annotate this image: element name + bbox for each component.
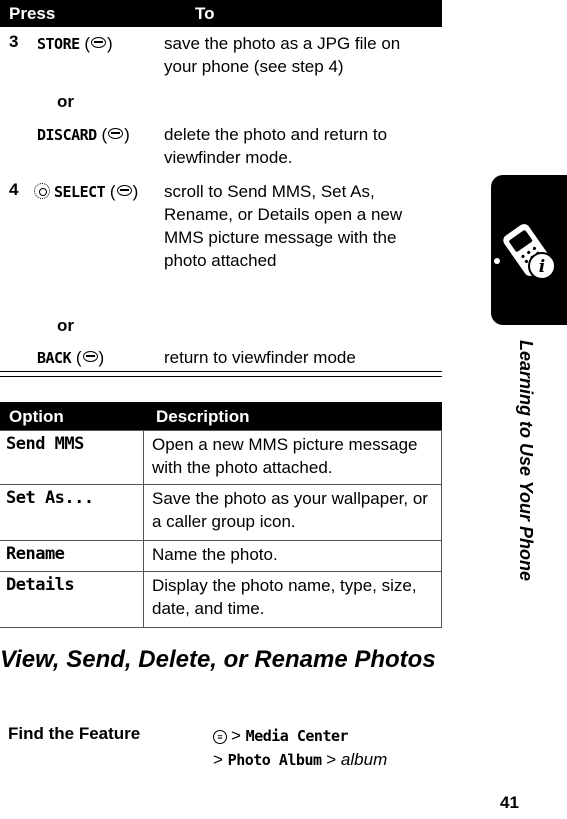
option-cell: Send MMS [0,431,144,485]
select-key: SELECT ( ) [34,180,138,204]
table-row [0,431,442,485]
menu-key-icon: ≡ [213,730,227,744]
find-feature-label: Find the Feature [8,724,141,743]
table-row [0,541,442,572]
discard-key: DISCARD ( ) [37,125,130,144]
step-number: 3 [9,32,19,51]
photo-album-item: Photo Album [227,751,322,769]
option-cell: Set As... [0,485,144,541]
description-cell: Display the photo name, type, size, date, and time. [144,572,442,628]
to-column-header: To [195,4,215,23]
album-item: album [340,750,388,769]
back-description: return to viewfinder mode [164,348,356,367]
nav-key-icon [34,183,50,199]
chapter-tab [491,175,567,325]
section-title: View, Send, Delete, or Rename Photos [0,646,436,673]
path-separator: > [326,750,337,769]
option-cell: Details [0,572,144,628]
path-separator: > [213,750,223,769]
description-cell: Open a new MMS picture message with the photo attached. [144,431,442,485]
back-key: BACK ( ) [37,348,105,367]
table-row [0,572,442,628]
press-table-header [0,0,442,27]
svg-text:i: i [538,257,546,277]
select-description: scroll to Send MMS, Set As, Rename, or Details open a new MMS picture message with the photo attached [164,182,403,270]
store-description: save the photo as a JPG file on your phone (see step 4) [164,34,401,76]
soft-key-icon [91,37,106,48]
description-column-header: Description [156,407,250,426]
media-center-item: Media Center [245,727,349,745]
discard-description: delete the photo and return to viewfinder mode. [164,125,388,167]
option-cell: Rename [0,541,144,572]
phone-info-icon [491,175,567,325]
soft-key-icon [83,351,98,362]
side-label [470,340,550,600]
store-key: STORE ( ) [37,34,113,53]
description-cell: Save the photo as your wallpaper, or a caller group icon. [144,485,442,541]
description-cell: Name the photo. [144,541,442,572]
store-key-label: STORE [37,35,80,53]
select-key-label: SELECT [54,183,106,201]
feature-path [213,724,387,772]
option-table [0,430,442,628]
side-label-text: Learning to Use Your Phone [516,340,536,582]
step-number: 4 [9,180,19,199]
soft-key-icon [117,185,132,196]
press-column-header: Press [9,4,56,23]
option-column-header: Option [9,407,64,426]
option-table-header [0,402,442,430]
page-number: 41 [500,793,519,812]
table-row [0,485,442,541]
table-divider [0,371,442,377]
back-key-label: BACK [37,349,72,367]
discard-key-label: DISCARD [37,126,97,144]
or-label: or [57,92,74,111]
or-label: or [57,316,74,335]
path-separator: > [231,726,241,745]
soft-key-icon [108,128,123,139]
